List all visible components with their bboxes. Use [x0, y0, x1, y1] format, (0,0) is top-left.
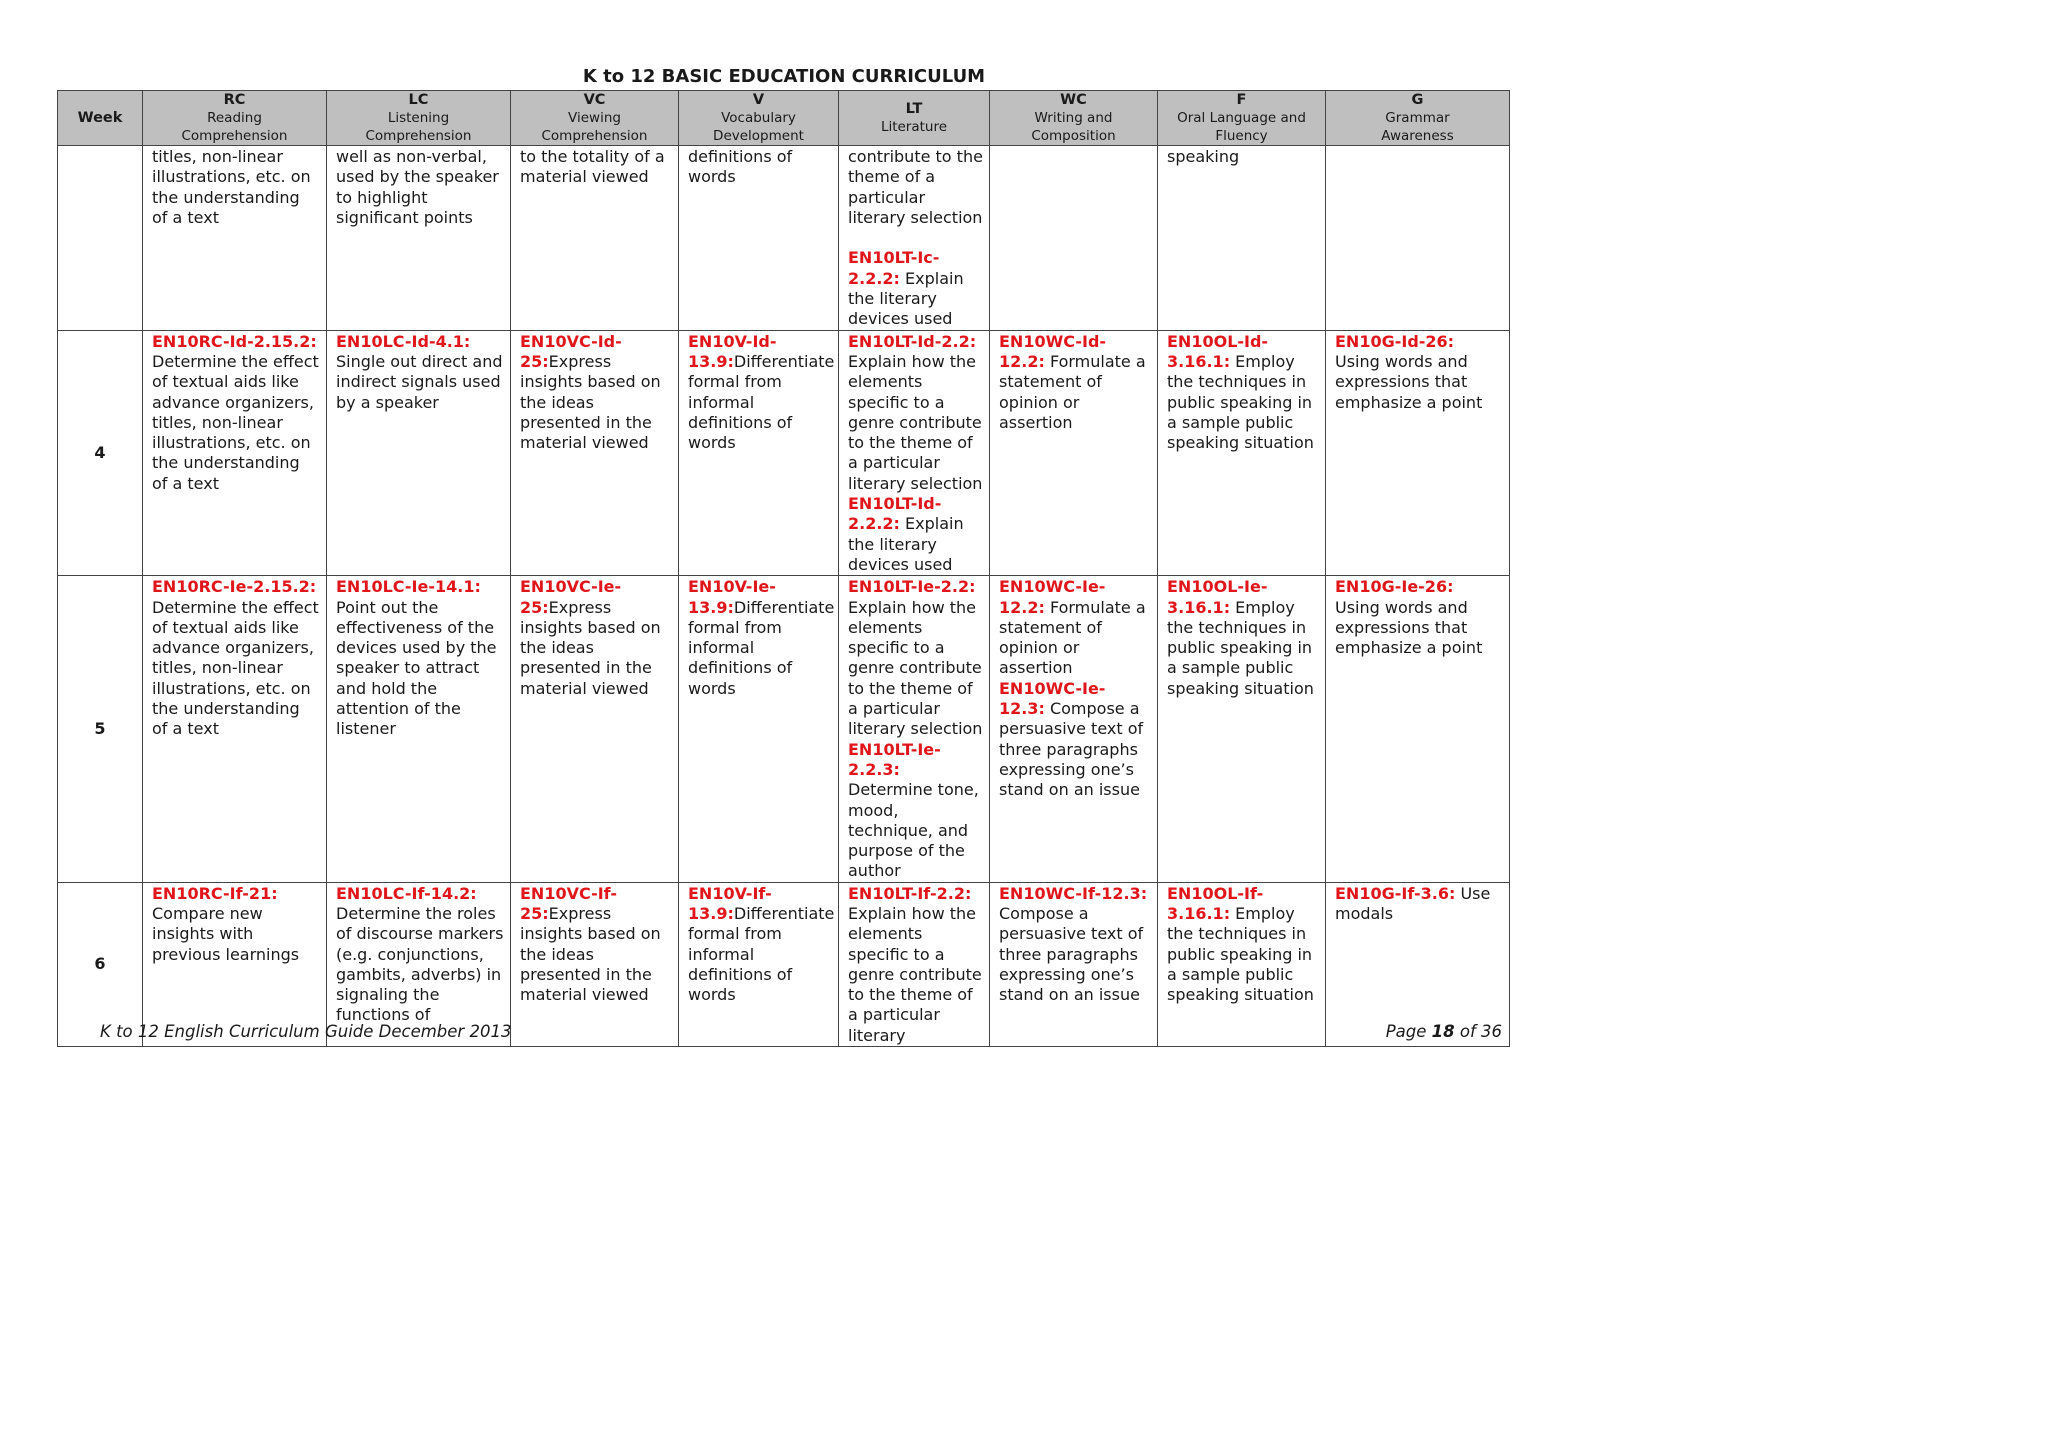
competency-entry [848, 577, 983, 739]
competency-code: EN10G-If-3.6: [1335, 883, 1456, 903]
table-body [58, 146, 1510, 1047]
week-cell: 6 [58, 882, 143, 1046]
competency-cell [990, 146, 1158, 331]
competency-code: EN10OL-If-3.16.1: [1167, 883, 1264, 923]
table-row [58, 146, 1510, 331]
competency-entry [848, 147, 983, 228]
competency-entry [848, 740, 983, 882]
competency-entry [848, 884, 983, 1046]
competency-code: EN10VC-If-25: [520, 883, 617, 923]
competency-cell [990, 576, 1158, 882]
header-rc: RC Reading Comprehension [143, 91, 327, 146]
competency-cell [1158, 882, 1326, 1046]
competency-text: Explain how the elements specific to a genre contribute to the theme of a particular literary [848, 903, 982, 1045]
header-f: F Oral Language and Fluency [1158, 91, 1326, 146]
competency-code: EN10V-If-13.9: [688, 883, 772, 923]
competency-text: Using words and expressions that emphasize a point [1335, 351, 1483, 412]
competency-entry [520, 884, 672, 1006]
competency-entry [1335, 884, 1503, 925]
competency-code: EN10WC-If-12.3: [999, 883, 1148, 903]
competency-code: EN10VC-Ie-25: [520, 577, 622, 617]
footer-guide-title: K to 12 English Curriculum Guide December 2013 [100, 1022, 512, 1041]
competency-text: Employ the techniques in public speaking in a sample public speaking situation [1167, 903, 1314, 1005]
competency-code: EN10OL-Id-3.16.1: [1167, 331, 1269, 371]
competency-cell [511, 330, 679, 576]
competency-code: EN10VC-Id-25: [520, 331, 622, 371]
competency-cell [327, 330, 511, 576]
competency-entry [1335, 577, 1503, 658]
competency-cell [839, 330, 990, 576]
competency-cell [1326, 146, 1510, 331]
competency-text: Single out direct and indirect signals used by a speaker [336, 351, 503, 412]
competency-text: Determine the effect of textual aids like advance organizers, titles, non-linear illustrations, etc. on the understanding of a text [152, 351, 319, 493]
competency-text: Determine tone, mood, technique, and purpose of the author [848, 780, 979, 881]
competency-code: EN10WC-Ie-12.3: [999, 678, 1106, 719]
competency-text: Compose a persuasive text of three paragraphs expressing one’s stand on an issue [999, 903, 1144, 1005]
competency-code: EN10RC-If-21: [152, 883, 278, 903]
competency-text: Determine the roles of discourse markers (e.g. conjunctions, gambits, adverbs) in signaling the functions of [336, 903, 504, 1025]
competency-text: titles, non-linear illustrations, etc. on the understanding of a text [152, 147, 311, 227]
competency-cell [679, 330, 839, 576]
competency-code: EN10LT-Ic-2.2.2: [848, 248, 940, 288]
competency-text: contribute to the theme of a particular literary selection [848, 147, 983, 227]
competency-code: EN10WC-Id-12.2: [999, 331, 1107, 371]
competency-text: Use modals [1335, 883, 1491, 923]
competency-entry [999, 577, 1151, 678]
competency-cell [990, 330, 1158, 576]
competency-entry [1167, 884, 1319, 1006]
competency-entry [688, 883, 835, 1006]
competency-text: speaking [1167, 147, 1240, 166]
competency-entry [688, 577, 835, 699]
header-g: G Grammar Awareness [1326, 91, 1510, 146]
competency-entry [1167, 147, 1319, 167]
week-cell: 5 [58, 576, 143, 882]
competency-text: Point out the effectiveness of the devices used by the speaker to attract and hold the attention of the listener [336, 597, 497, 739]
competency-code: EN10LT-Id-2.2.2: [848, 494, 942, 534]
header-lc: LC Listening Comprehension [327, 91, 511, 146]
competency-text: to the totality of a material viewed [520, 147, 665, 187]
competency-entry [1167, 332, 1319, 454]
header-v: V Vocabulary Development [679, 91, 839, 146]
document-title: K to 12 BASIC EDUCATION CURRICULUM [582, 66, 986, 87]
competency-text: Compare new insights with previous learnings [152, 903, 300, 964]
competency-cell [1326, 576, 1510, 882]
competency-text: Differentiate formal from informal definitions of words [688, 351, 835, 453]
competency-code: EN10RC-Id-2.15.2: [152, 331, 317, 351]
header-row [58, 91, 1510, 146]
competency-code: EN10G-Id-26: [1335, 331, 1455, 351]
competency-cell [511, 576, 679, 882]
competency-entry [336, 884, 504, 1026]
competency-entry [848, 494, 983, 575]
competency-cell [143, 330, 327, 576]
competency-code: EN10LT-If-2.2: [848, 883, 972, 903]
competency-text: Formulate a statement of opinion or assertion [999, 597, 1146, 678]
header-week: Week [58, 91, 143, 146]
competency-code: EN10OL-Ie-3.16.1: [1167, 577, 1268, 617]
competency-entry [520, 577, 672, 699]
competency-text: Explain the literary devices used [848, 268, 964, 329]
header-vc: VC Viewing Comprehension [511, 91, 679, 146]
competency-cell [839, 146, 990, 331]
competency-entry [520, 332, 672, 454]
competency-text: definitions of words [688, 147, 793, 187]
competency-cell [1326, 330, 1510, 576]
competency-code: EN10LT-Ie-2.2: [848, 577, 976, 597]
header-wc: WC Writing and Composition [990, 91, 1158, 146]
competency-text: well as non-verbal, used by the speaker to highlight significant points [336, 147, 499, 227]
competency-code: EN10V-Ie-13.9: [688, 577, 776, 617]
competency-cell [1158, 330, 1326, 576]
competency-entry [152, 147, 320, 228]
competency-text: Using words and expressions that emphasize a point [1335, 597, 1483, 658]
competency-text: Express insights based on the ideas presented in the material viewed [520, 903, 661, 1005]
competency-entry [848, 332, 983, 494]
competency-entry [1335, 332, 1503, 413]
competency-cell [839, 576, 990, 882]
competency-code: EN10RC-Ie-2.15.2: [152, 577, 317, 597]
competency-entry [999, 884, 1151, 1006]
competency-cell [679, 576, 839, 882]
competency-code: EN10LC-Ie-14.1: [336, 577, 481, 597]
competency-cell [143, 576, 327, 882]
competency-text: Determine the effect of textual aids like advance organizers, titles, non-linear illustrations, etc. on the understanding of a text [152, 597, 319, 739]
competency-cell [990, 882, 1158, 1046]
competency-code: EN10LT-Ie-2.2.3: [848, 739, 941, 779]
competency-cell [1158, 146, 1326, 331]
competency-cell [839, 882, 990, 1046]
footer-page-number: Page 18 of 36 [1385, 1022, 1502, 1041]
competency-cell [327, 576, 511, 882]
competency-text: Employ the techniques in public speaking in a sample public speaking situation [1167, 351, 1314, 453]
competency-entry [152, 577, 320, 739]
competency-entry [1167, 577, 1319, 699]
competency-cell [511, 146, 679, 331]
competency-text: Express insights based on the ideas presented in the material viewed [520, 597, 661, 698]
competency-code: EN10LT-Id-2.2: [848, 331, 977, 351]
competency-entry [520, 147, 672, 188]
competency-entry [999, 332, 1151, 433]
week-cell: 4 [58, 330, 143, 576]
competency-code: EN10LC-If-14.2: [336, 883, 477, 903]
competency-code: EN10V-Id-13.9: [688, 331, 777, 371]
competency-text: Differentiate formal from informal definitions of words [688, 597, 835, 698]
competency-entry [848, 248, 983, 329]
competency-cell [511, 882, 679, 1046]
competency-code: EN10LC-Id-4.1: [336, 331, 471, 351]
curriculum-table [57, 90, 1510, 1047]
competency-text: Explain how the elements specific to a genre contribute to the theme of a particular literary selection [848, 351, 983, 493]
competency-text: Express insights based on the ideas presented in the material viewed [520, 351, 661, 453]
table-row [58, 576, 1510, 882]
competency-entry [336, 147, 504, 228]
competency-entry [336, 332, 504, 413]
competency-cell [1158, 576, 1326, 882]
competency-text: Explain how the elements specific to a genre contribute to the theme of a particular literary selection [848, 597, 983, 739]
competency-text: Explain the literary devices used [848, 514, 964, 574]
competency-entry [688, 147, 832, 188]
competency-cell [327, 146, 511, 331]
competency-cell [679, 882, 839, 1046]
competency-text: Employ the techniques in public speaking in a sample public speaking situation [1167, 597, 1314, 698]
competency-text: Compose a persuasive text of three paragraphs expressing one’s stand on an issue [999, 699, 1144, 800]
week-cell [58, 146, 143, 331]
competency-code: EN10G-Ie-26: [1335, 577, 1454, 597]
competency-entry [336, 577, 504, 739]
competency-cell [143, 146, 327, 331]
competency-text: Formulate a statement of opinion or assertion [999, 351, 1146, 432]
header-lt: LT Literature [839, 91, 990, 146]
table-row [58, 330, 1510, 576]
competency-entry [999, 679, 1151, 801]
competency-entry [688, 331, 835, 454]
competency-cell [679, 146, 839, 331]
competency-entry [152, 332, 320, 494]
competency-code: EN10WC-Ie-12.2: [999, 577, 1106, 617]
competency-entry [152, 884, 320, 965]
competency-text: Differentiate formal from informal definitions of words [688, 903, 835, 1005]
